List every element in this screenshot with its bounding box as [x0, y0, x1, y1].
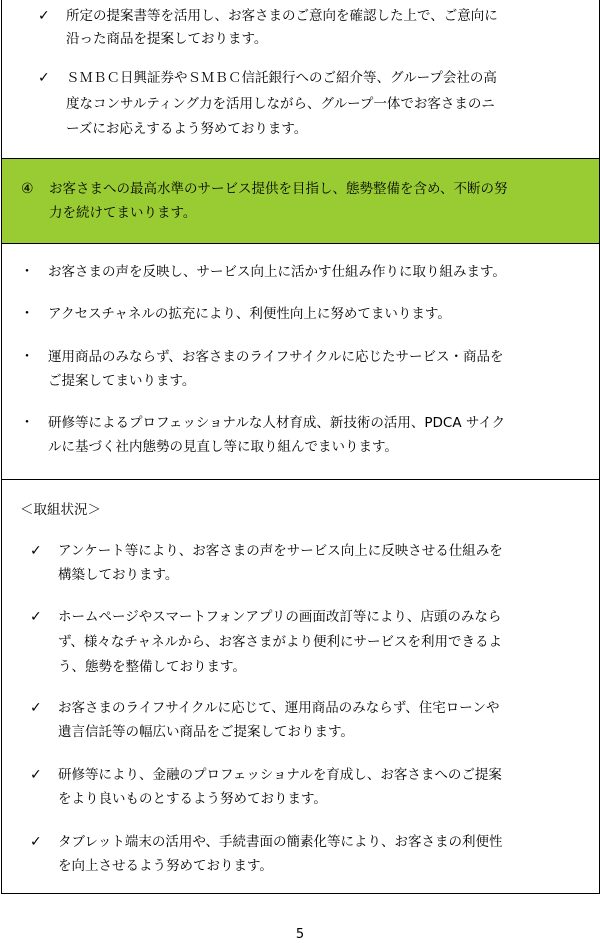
intro-item-2-line-2: 度なコンサルティング力を活用しながら、グループ一体でお客さまのニ: [66, 96, 495, 112]
principle-line-1: お客さまへの最高水準のサービス提供を目指し、態勢整備を含め、不断の努: [49, 181, 508, 197]
checkmark-icon: ✓: [30, 834, 42, 850]
principle-number: ④: [21, 181, 34, 197]
status-item-5-line-1: タブレット端末の活用や、手続書面の簡素化等により、お客さまの利便性: [58, 834, 503, 850]
page-number: 5: [295, 927, 305, 942]
status-item-4-line-1: 研修等により、金融のプロフェッショナルを育成し、お客さまへのご提案: [58, 767, 502, 783]
bullet-icon: ・: [20, 415, 34, 431]
policy-item-3-line-1: 運用商品のみならず、お客さまのライフサイクルに応じたサービス・商品を: [48, 349, 504, 365]
checkmark-icon: ✓: [30, 543, 42, 559]
status-item-1-line-1: アンケート等により、お客さまの声をサービス向上に反映させる仕組みを: [58, 543, 503, 559]
principle-line-2: 力を続けてまいります。: [49, 205, 197, 221]
status-item-2-line-3: う、態勢を整備しております。: [58, 659, 246, 675]
intro-item-2-line-3: ーズにお応えするよう努めております。: [66, 121, 308, 137]
status-item-5-line-2: を向上させるよう努めております。: [58, 858, 273, 874]
bullet-icon: ・: [20, 306, 34, 322]
intro-item-1-line-2: 沿った商品を提案しております。: [66, 31, 268, 47]
policy-item-1: お客さまの声を反映し、サービス向上に活かす仕組み作りに取り組みます。: [48, 264, 506, 280]
checkmark-icon: ✓: [30, 767, 42, 783]
intro-item-1-line-1: 所定の提案書等を活用し、お客さまのご意向を確認した上で、ご意向に: [66, 8, 498, 24]
status-item-1-line-2: 構築しております。: [58, 567, 179, 583]
policy-item-3-line-2: ご提案してまいります。: [48, 373, 196, 389]
bullet-icon: ・: [20, 349, 34, 365]
policy-list: [2, 244, 599, 480]
status-item-3-line-2: 遺言信託等の幅広い商品をご提案しております。: [58, 724, 354, 740]
status-heading: ＜取組状況＞: [20, 502, 101, 518]
intro-item-2-line-1: ＳＭＢＣ日興証券やＳＭＢＣ信託銀行へのご紹介等、グループ会社の高: [66, 70, 497, 86]
status-section: [2, 480, 599, 893]
checkmark-icon: ✓: [30, 700, 42, 716]
status-item-2-line-2: ず、様々なチャネルから、お客さまがより便利にサービスを利用できるよ: [58, 634, 503, 650]
status-item-2-line-1: ホームページやスマートフォンアプリの画面改訂等により、店頭のみなら: [58, 609, 502, 625]
policy-item-4-line-2: ルに基づく社内態勢の見直し等に取り組んでまいります。: [48, 439, 398, 455]
checkmark-icon: ✓: [38, 8, 50, 24]
principle-banner: [2, 159, 599, 244]
checkmark-icon: ✓: [38, 70, 50, 86]
bullet-icon: ・: [20, 264, 34, 280]
status-item-3-line-1: お客さまのライフサイクルに応じて、運用商品のみならず、住宅ローンや: [58, 700, 500, 716]
status-item-4-line-2: をより良いものとするよう努めております。: [58, 791, 327, 807]
intro-section: [2, 0, 599, 159]
document-frame: [1, 0, 600, 894]
checkmark-icon: ✓: [30, 609, 42, 625]
policy-item-4-line-1: 研修等によるプロフェッショナルな人材育成、新技術の活用、PDCA サイク: [48, 415, 506, 431]
policy-item-2: アクセスチャネルの拡充により、利便性向上に努めてまいります。: [48, 306, 451, 322]
